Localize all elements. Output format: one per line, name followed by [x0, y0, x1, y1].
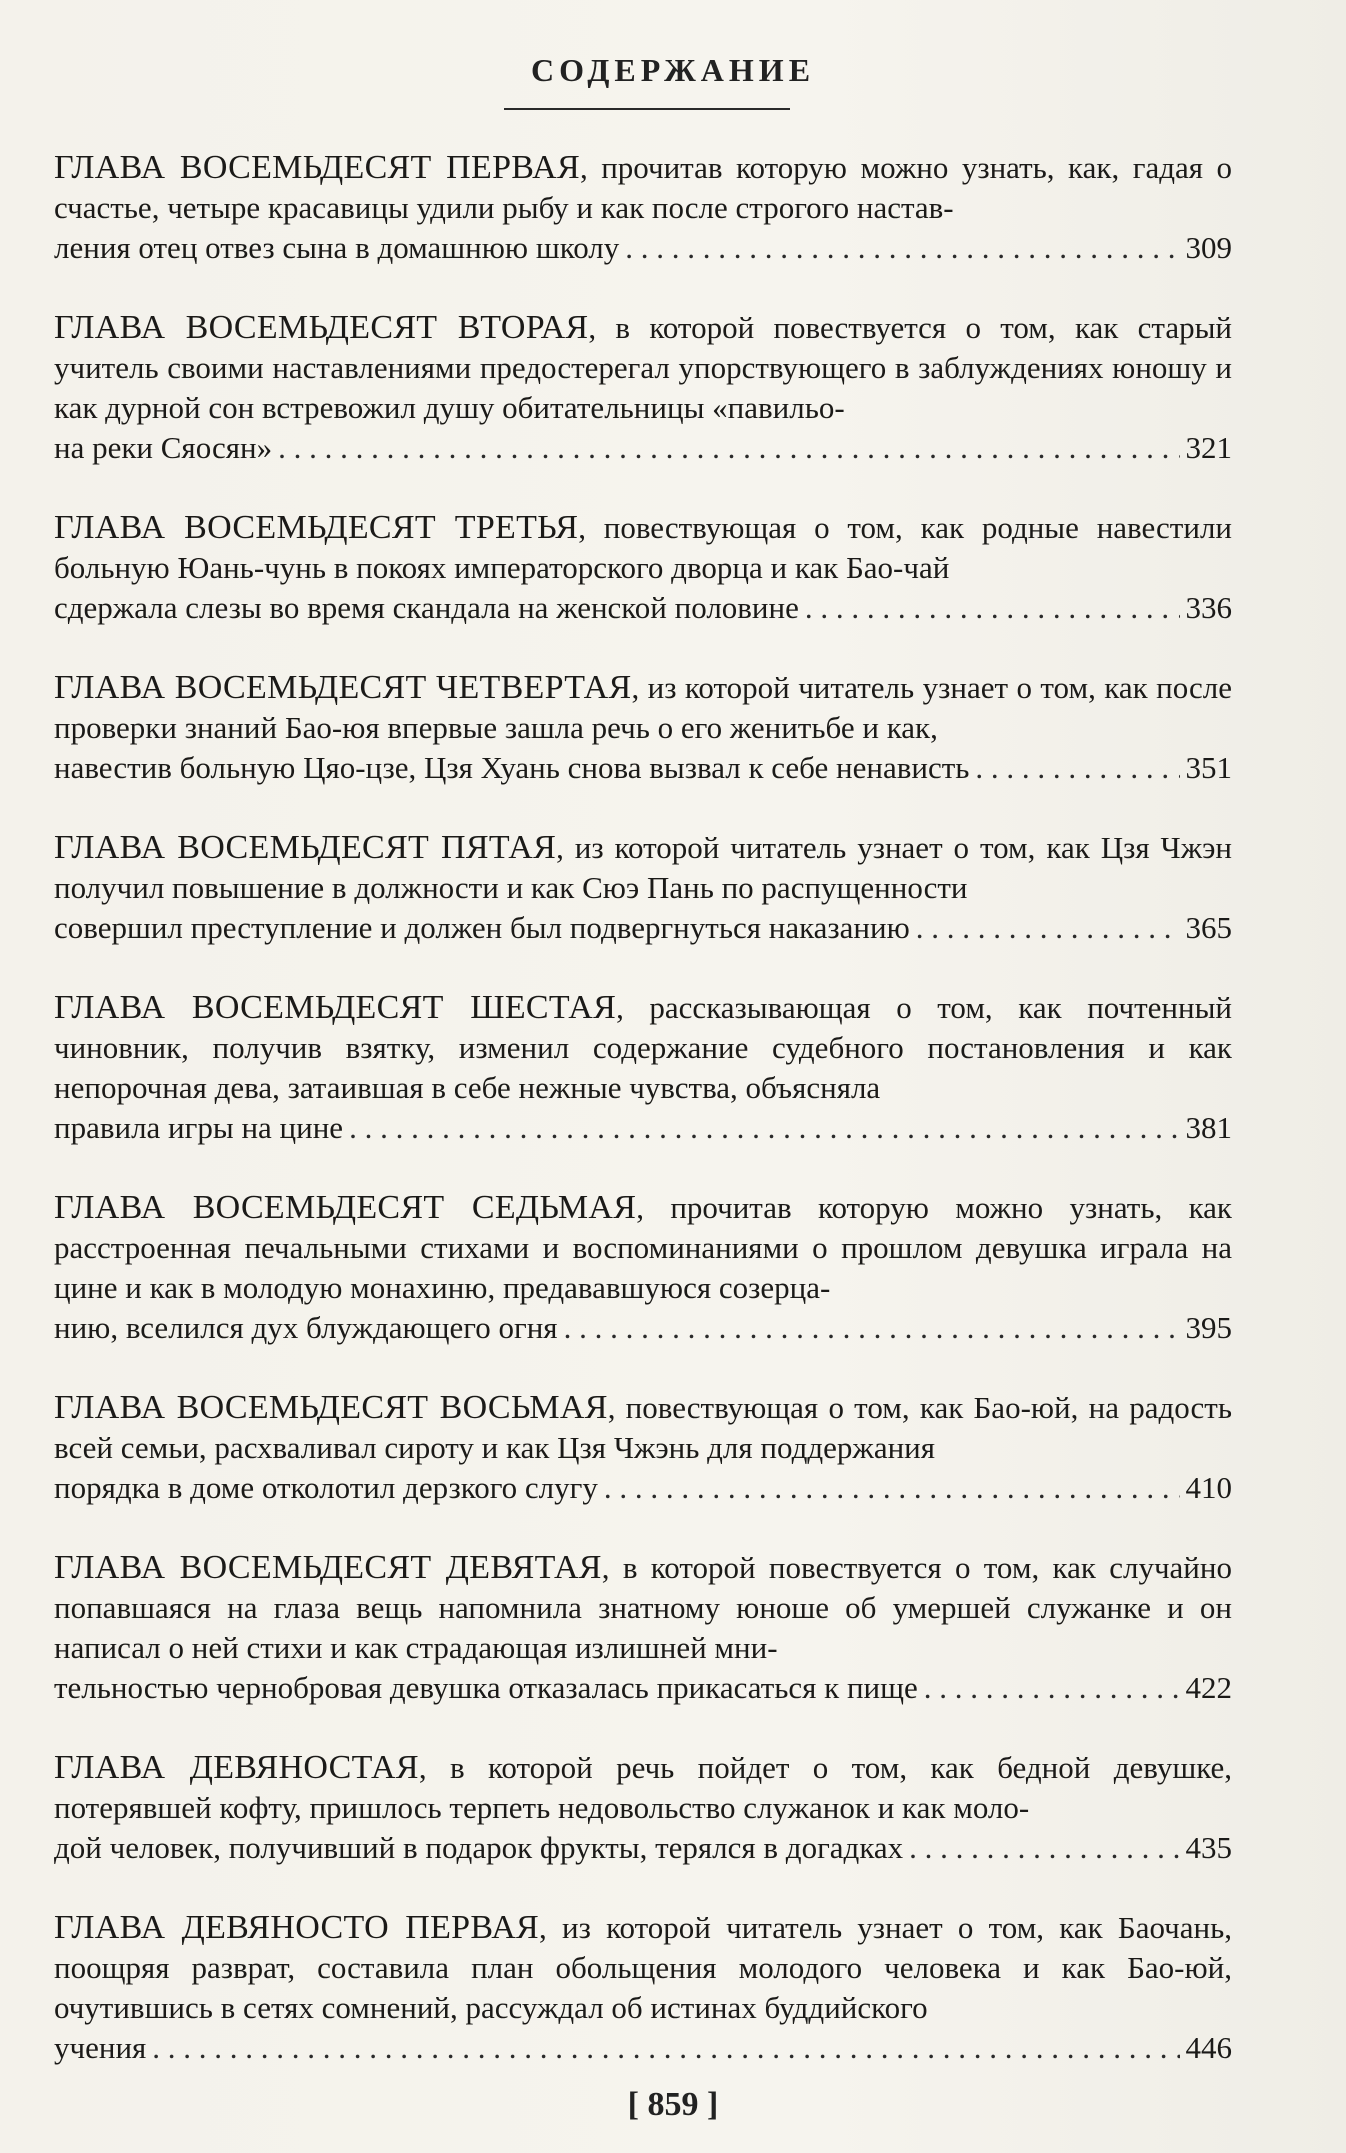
toc-entry [54, 1188, 1232, 1348]
leader-dots [349, 1108, 1179, 1148]
toc-entry-last-line [54, 1308, 1232, 1348]
chapter-title: ГЛАВА ВОСЕМЬДЕСЯТ ДЕВЯТАЯ [54, 1549, 602, 1586]
chapter-title: ГЛАВА ДЕВЯНОСТО ПЕРВАЯ [54, 1909, 540, 1946]
page-number: 410 [1185, 1470, 1232, 1505]
page-number: 321 [1185, 430, 1232, 465]
toc-entry [54, 1908, 1232, 2068]
toc-entry-last-line [54, 1468, 1232, 1508]
toc-entry [54, 668, 1232, 788]
toc-entry-last-line [54, 588, 1232, 628]
chapter-title: ГЛАВА ВОСЕМЬДЕСЯТ ВОСЬМАЯ [54, 1389, 608, 1426]
leader-dots [564, 1308, 1180, 1348]
leader-dots [805, 588, 1180, 628]
chapter-title: ГЛАВА ВОСЕМЬДЕСЯТ ТРЕТЬЯ [54, 509, 579, 546]
table-of-contents [54, 148, 1232, 2108]
chapter-description: , прочитав которую можно узнать, как, гадая о счастье, четыре красавицы удили рыбу и как после строгого настав- [54, 150, 1232, 225]
chapter-title: ГЛАВА ВОСЕМЬДЕСЯТ ПЕРВАЯ [54, 149, 580, 186]
chapter-title: ГЛАВА ДЕВЯНОСТАЯ [54, 1749, 419, 1786]
chapter-description: , повествующая о том, как Бао-юй, на радость всей семьи, расхваливал сироту и как Цзя Чжэнь для поддержания [54, 1390, 1232, 1465]
page-number: 336 [1185, 590, 1232, 625]
toc-entry [54, 148, 1232, 268]
chapter-description-end: дой человек, получивший в подарок фрукты, терялся в догадках [54, 1830, 904, 1865]
chapter-description-end: правила игры на цине [54, 1110, 344, 1145]
chapter-description: , в которой повествуется о том, как старый учитель своими наставлениями предостерегал упорствующего в заблуждениях юношу и как дурной сон встревожил душу обитательницы «павильо- [54, 310, 1233, 425]
leader-dots [975, 748, 1179, 788]
chapter-description-end: нию, вселился дух блуждающего огня [54, 1310, 558, 1345]
toc-entry-last-line [54, 228, 1232, 268]
leader-dots [604, 1468, 1180, 1508]
folio-page-number: [ 859 ] [627, 2086, 719, 2123]
toc-entry [54, 828, 1232, 948]
title-underline [504, 108, 790, 110]
leader-dots [916, 908, 1180, 948]
leader-dots [924, 1668, 1180, 1708]
chapter-description-end: ления отец отвез сына в домашнюю школу [54, 230, 620, 265]
chapter-title: ГЛАВА ВОСЕМЬДЕСЯТ ВТОРАЯ [54, 309, 589, 346]
chapter-description: , в которой повествуется о том, как случайно попавшаяся на глаза вещь напомнила знатному юноше об умершей служанке и он написал о ней стихи и как страдающая излишней мни- [54, 1550, 1232, 1665]
leader-dots [278, 428, 1179, 468]
chapter-description: , прочитав которую можно узнать, как расстроенная печальными стихами и воспоминаниями о прошлом девушка играла на цине и как в молодую монахиню, предававшуюся созерца- [54, 1190, 1232, 1305]
toc-entry-last-line [54, 1108, 1232, 1148]
toc-entry [54, 508, 1232, 628]
toc-entry-last-line [54, 748, 1232, 788]
leader-dots [625, 228, 1179, 268]
page-number: 381 [1185, 1110, 1232, 1145]
chapter-description: , из которой читатель узнает о том, как Баочань, поощряя разврат, составила план обольщения молодого человека и как Бао-юй, очутившись в сетях сомнений, рассуждал об истинах буддийского [54, 1910, 1232, 2025]
toc-entry-last-line [54, 1828, 1232, 1868]
leader-dots [909, 1828, 1179, 1868]
leader-dots [152, 2028, 1179, 2068]
chapter-title: ГЛАВА ВОСЕМЬДЕСЯТ ПЯТАЯ [54, 829, 557, 866]
chapter-title: ГЛАВА ВОСЕМЬДЕСЯТ ШЕСТАЯ [54, 989, 617, 1026]
chapter-description: , повествующая о том, как родные навестили больную Юань-чунь в покоях императорского дворца и как Бао-чай [54, 510, 1232, 585]
page-number: 365 [1185, 910, 1232, 945]
page-number: 351 [1185, 750, 1232, 785]
chapter-description: , из которой читатель узнает о том, как Цзя Чжэн получил повышение в должности и как Сюэ Пань по распущенности [54, 830, 1233, 905]
chapter-description-end: тельностью чернобровая девушка отказалась прикасаться к пище [54, 1670, 918, 1705]
chapter-description-end: навестив больную Цяо-цзе, Цзя Хуань снова вызвал к себе ненависть [54, 750, 970, 785]
page-title: СОДЕРЖАНИЕ [530, 52, 816, 88]
toc-entry-last-line [54, 428, 1232, 468]
chapter-description-end: сдержала слезы во время скандала на женской половине [54, 590, 799, 625]
chapter-description: , в которой речь пойдет о том, как бедной девушке, потерявшей кофту, пришлось терпеть недовольство служанок и как моло- [54, 1750, 1232, 1825]
toc-entry-last-line [54, 908, 1232, 948]
toc-entry [54, 988, 1232, 1148]
page-number: 422 [1185, 1670, 1232, 1705]
chapter-description-end: совершил преступление и должен был подвергнуться наказанию [54, 910, 910, 945]
chapter-description-end: порядка в доме отколотил дерзкого слугу [54, 1470, 598, 1505]
toc-entry [54, 308, 1232, 468]
toc-entry-last-line [54, 1668, 1232, 1708]
chapter-title: ГЛАВА ВОСЕМЬДЕСЯТ ЧЕТВЕРТАЯ [54, 669, 632, 706]
chapter-description-end: учения [54, 2030, 147, 2065]
toc-entry-last-line [54, 2028, 1232, 2068]
toc-entry [54, 1548, 1232, 1708]
toc-entry [54, 1748, 1232, 1868]
chapter-title: ГЛАВА ВОСЕМЬДЕСЯТ СЕДЬМАЯ [54, 1189, 637, 1226]
page-number: 435 [1185, 1830, 1232, 1865]
toc-entry [54, 1388, 1232, 1508]
chapter-description: , из которой читатель узнает о том, как после проверки знаний Бао-юя впервые зашла речь о его женитьбе и как, [54, 670, 1232, 745]
chapter-description-end: на реки Сяосян» [54, 430, 273, 465]
page-number: 446 [1185, 2030, 1232, 2065]
page-number: 395 [1185, 1310, 1232, 1345]
chapter-description: , рассказывающая о том, как почтенный чиновник, получив взятку, изменил содержание судебного постановления и как непорочная дева, затаившая в себе нежные чувства, объясняла [54, 990, 1232, 1105]
page-number: 309 [1185, 230, 1232, 265]
